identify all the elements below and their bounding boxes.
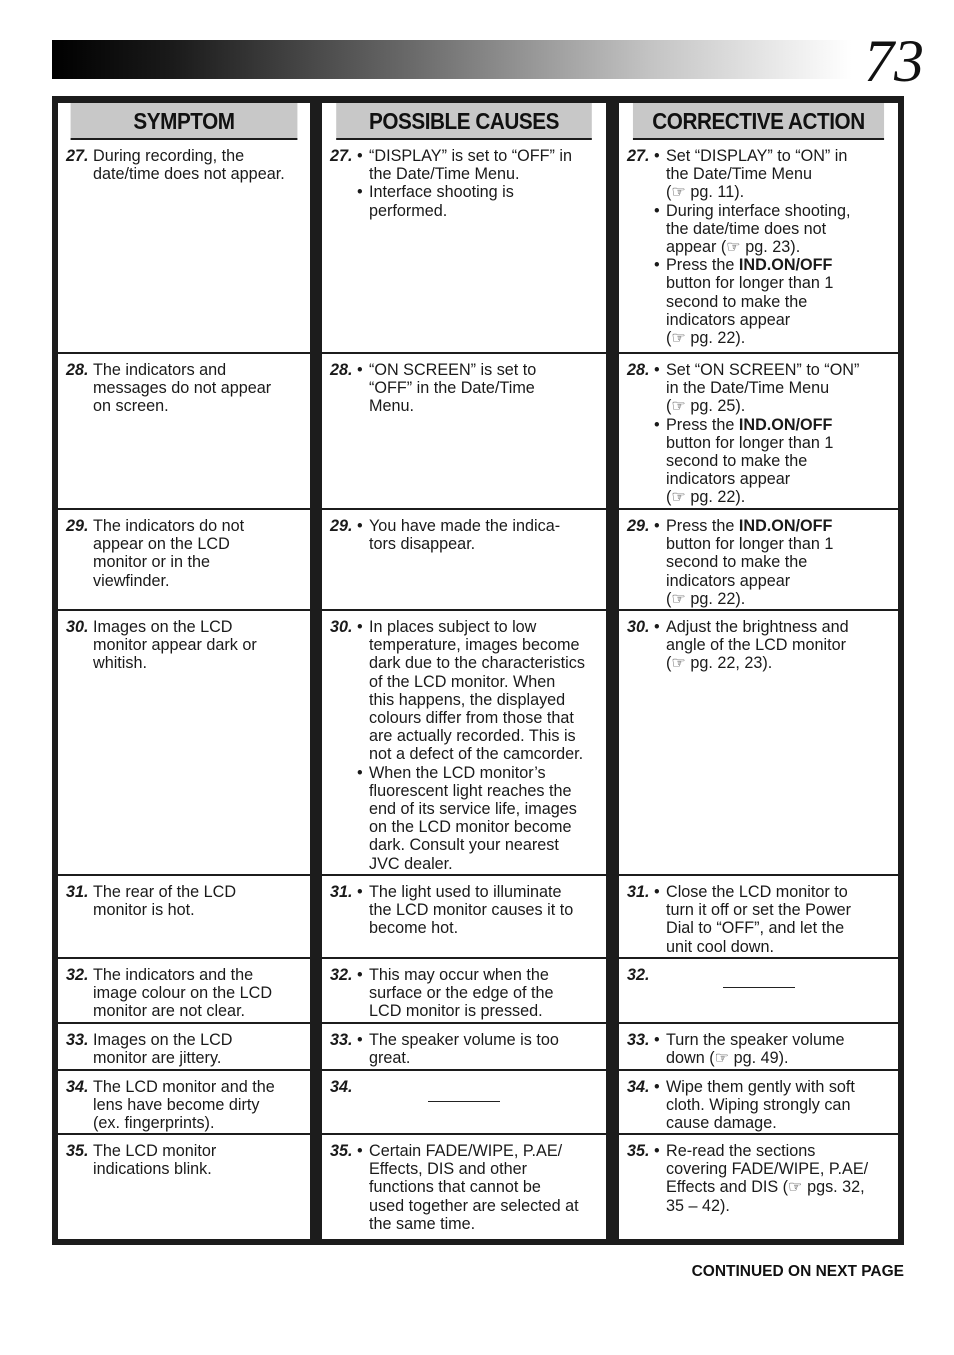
action-item <box>654 1142 892 1215</box>
row-number: 29. <box>627 517 650 535</box>
text-line: • Press the IND.ON/OFF <box>666 517 833 535</box>
symptom-cell <box>58 140 310 354</box>
cause-list <box>357 1031 600 1067</box>
action-cell <box>619 611 898 876</box>
text-line: appear on the LCD <box>93 535 230 554</box>
cause-item <box>357 517 600 553</box>
row-number: 29. <box>330 517 353 535</box>
action-list <box>654 618 892 673</box>
continued-note: CONTINUED ON NEXT PAGE <box>691 1263 904 1280</box>
text-line: whitish. <box>93 654 147 673</box>
text-line: the date/time does not <box>666 219 827 238</box>
text-line: The indicators do not <box>93 517 245 535</box>
row-number: 29. <box>66 517 89 535</box>
action-header: CORRECTIVE ACTION <box>633 103 884 140</box>
action-item <box>654 883 892 956</box>
action-cell <box>619 354 898 510</box>
cause-item <box>357 183 600 219</box>
text-line: end of its service life, images <box>369 800 577 819</box>
symptom-column <box>58 103 310 1239</box>
text-line: fluorescent light reaches the <box>369 781 572 800</box>
action-list <box>654 1078 892 1133</box>
text-line: lens have become dirty <box>93 1096 260 1115</box>
text-line: the Date/Time Menu <box>666 165 813 184</box>
cause-item <box>357 1142 600 1233</box>
text-line: date/time does not appear. <box>93 165 285 184</box>
text-line: indicators appear <box>666 571 791 590</box>
text-line: not a defect of the camcorder. <box>369 745 584 764</box>
row-number: 30. <box>66 618 89 636</box>
text-line: • This may occur when the <box>369 966 549 984</box>
text-line: The LCD monitor <box>93 1142 217 1160</box>
action-item <box>654 618 892 673</box>
row-number: 33. <box>627 1031 650 1049</box>
text-line: (☞ pg. 22, 23). <box>666 654 773 673</box>
text-line: functions that cannot be <box>369 1178 541 1197</box>
symptom-text <box>93 1078 304 1133</box>
text-line: Images on the LCD <box>93 1031 233 1049</box>
text-line: (☞ pg. 11). <box>666 183 745 202</box>
text-line: • “ON SCREEN” is set to <box>369 361 537 379</box>
cause-list <box>357 966 600 1021</box>
text-line: second to make the <box>666 553 808 572</box>
row-number: 33. <box>66 1031 89 1049</box>
symptom-text <box>93 966 304 1021</box>
text-line: dark. Consult your nearest <box>369 836 559 855</box>
cause-list <box>357 361 600 416</box>
symptom-text <box>93 883 304 919</box>
text-line: colours differ from those that <box>369 709 574 728</box>
text-line: (☞ pg. 22). <box>666 488 746 507</box>
text-line: The LCD monitor and the <box>93 1078 275 1096</box>
text-line: • You have made the indica- <box>369 517 561 535</box>
text-line: • Press the IND.ON/OFF <box>666 415 833 434</box>
cause-cell <box>322 611 606 876</box>
text-line: “OFF” in the Date/Time <box>369 379 535 398</box>
cause-item <box>357 1031 600 1067</box>
text-line: in the Date/Time Menu <box>666 379 830 398</box>
text-line: • Close the LCD monitor to <box>666 883 848 901</box>
symptom-cell <box>58 876 310 959</box>
text-line: turn it off or set the Power <box>666 901 852 920</box>
cause-list <box>357 618 600 873</box>
symptom-text <box>93 361 304 416</box>
text-line: 35 – 42). <box>666 1196 730 1215</box>
text-line: tors disappear. <box>369 535 476 554</box>
text-line: Effects, DIS and other <box>369 1160 528 1179</box>
text-line: indications blink. <box>93 1160 212 1179</box>
text-line: • Press the IND.ON/OFF <box>666 256 833 275</box>
action-item <box>654 517 892 608</box>
text-line: the same time. <box>369 1214 476 1233</box>
row-number: 34. <box>330 1078 353 1096</box>
row-number: 35. <box>627 1142 650 1160</box>
text-line: • The light used to illuminate <box>369 883 562 901</box>
text-line: the LCD monitor causes it to <box>369 901 574 920</box>
text-line: temperature, images become <box>369 636 580 655</box>
text-line: become hot. <box>369 919 459 938</box>
symptom-text <box>93 1142 304 1178</box>
text-line: second to make the <box>666 292 808 311</box>
symptom-text <box>93 618 304 673</box>
page-number: 73 <box>864 28 924 94</box>
troubleshooting-table <box>52 96 904 1245</box>
action-cell <box>619 140 898 354</box>
text-line: messages do not appear <box>93 379 272 398</box>
action-item <box>654 202 892 257</box>
text-line: • Re-read the sections <box>666 1142 816 1160</box>
row-number: 30. <box>330 618 353 636</box>
text-line: surface or the edge of the <box>369 984 554 1003</box>
text-line: JVC dealer. <box>369 854 453 873</box>
empty-dash <box>723 987 795 988</box>
symptom-cell <box>58 1071 310 1135</box>
row-number: 32. <box>66 966 89 984</box>
text-line: Images on the LCD <box>93 618 233 636</box>
text-line: • In places subject to low <box>369 618 537 636</box>
text-line: • The speaker volume is too <box>369 1031 559 1049</box>
text-line: great. <box>369 1049 411 1068</box>
row-number: 28. <box>627 361 650 379</box>
cause-cell <box>322 1135 606 1242</box>
row-number: 35. <box>330 1142 353 1160</box>
cause-item <box>357 966 600 1021</box>
cause-list <box>357 1142 600 1233</box>
cause-item <box>357 883 600 938</box>
text-line: appear (☞ pg. 23). <box>666 238 801 257</box>
symptom-cell <box>58 510 310 611</box>
text-line: on the LCD monitor become <box>369 818 572 837</box>
text-line: (ex. fingerprints). <box>93 1114 215 1133</box>
text-line: monitor is hot. <box>93 901 195 920</box>
cause-cell <box>322 510 606 611</box>
cause-list <box>357 883 600 938</box>
row-number: 27. <box>66 147 89 165</box>
text-line: unit cool down. <box>666 937 774 956</box>
text-line: • Wipe them gently with soft <box>666 1078 855 1096</box>
text-line: down (☞ pg. 49). <box>666 1049 789 1068</box>
symptom-text <box>93 147 304 183</box>
text-line: indicators appear <box>666 310 791 329</box>
symptom-cell <box>58 959 310 1024</box>
row-number: 28. <box>66 361 89 379</box>
row-number: 34. <box>66 1078 89 1096</box>
action-item <box>654 361 892 416</box>
row-number: 28. <box>330 361 353 379</box>
text-line: (☞ pg. 22). <box>666 589 746 608</box>
row-number: 31. <box>66 883 89 901</box>
text-line: • Set “DISPLAY” to “ON” in <box>666 147 848 165</box>
cause-cell <box>322 1071 606 1135</box>
text-line: Dial to “OFF”, and let the <box>666 919 845 938</box>
symptom-cell <box>58 1135 310 1242</box>
text-line: (☞ pg. 25). <box>666 397 746 416</box>
text-line: • Interface shooting is <box>369 183 514 202</box>
text-line: cloth. Wiping strongly can <box>666 1096 851 1115</box>
text-line: covering FADE/WIPE, P.AE/ <box>666 1160 869 1179</box>
action-cell <box>619 1024 898 1071</box>
text-line: monitor appear dark or <box>93 636 257 655</box>
cause-item <box>357 361 600 416</box>
text-line: button for longer than 1 <box>666 535 834 554</box>
action-cell <box>619 876 898 959</box>
text-line: • During interface shooting, <box>666 201 851 220</box>
cause-cell <box>322 140 606 354</box>
action-column <box>619 103 898 1239</box>
text-line: viewfinder. <box>93 571 170 590</box>
action-list <box>654 883 892 956</box>
text-line: During recording, the <box>93 147 245 165</box>
text-line: • Set “ON SCREEN” to “ON” <box>666 361 860 379</box>
causes-column <box>322 103 606 1239</box>
text-line: The indicators and <box>93 361 227 379</box>
text-line: the Date/Time Menu. <box>369 165 520 184</box>
symptom-header: SYMPTOM <box>71 103 298 140</box>
text-line: performed. <box>369 201 448 220</box>
cause-list <box>357 517 600 553</box>
action-list <box>654 147 892 347</box>
symptom-cell <box>58 1024 310 1071</box>
cause-cell <box>322 1024 606 1071</box>
action-item <box>654 256 892 347</box>
cause-item <box>357 618 600 764</box>
action-cell <box>619 959 898 1024</box>
action-list <box>654 517 892 608</box>
text-line: • Certain FADE/WIPE, P.AE/ <box>369 1142 563 1160</box>
row-number: 27. <box>627 147 650 165</box>
text-line: monitor are jittery. <box>93 1049 222 1068</box>
text-line: monitor are not clear. <box>93 1002 246 1021</box>
row-number: 31. <box>330 883 353 901</box>
text-line: button for longer than 1 <box>666 274 834 293</box>
symptom-cell <box>58 611 310 876</box>
text-line: • “DISPLAY” is set to “OFF” in <box>369 147 572 165</box>
action-list <box>654 361 892 507</box>
text-line: • Turn the speaker volume <box>666 1031 845 1049</box>
text-line: on screen. <box>93 397 169 416</box>
row-number: 33. <box>330 1031 353 1049</box>
action-item <box>654 1031 892 1067</box>
text-line: second to make the <box>666 452 808 471</box>
text-line: The rear of the LCD <box>93 883 237 901</box>
action-item <box>654 1078 892 1133</box>
symptom-text <box>93 517 304 590</box>
row-number: 31. <box>627 883 650 901</box>
cause-list <box>357 147 600 220</box>
row-number: 30. <box>627 618 650 636</box>
action-list <box>654 1142 892 1215</box>
text-line: dark due to the characteristics <box>369 654 585 673</box>
action-item <box>654 147 892 202</box>
row-number: 32. <box>330 966 353 984</box>
action-cell <box>619 1135 898 1242</box>
cause-cell <box>322 354 606 510</box>
text-line: monitor or in the <box>93 553 210 572</box>
empty-dash <box>428 1101 500 1102</box>
text-line: The indicators and the <box>93 966 254 984</box>
row-number: 35. <box>66 1142 89 1160</box>
action-list <box>654 1031 892 1067</box>
row-number: 32. <box>627 966 650 984</box>
symptom-text <box>93 1031 304 1067</box>
text-line: Menu. <box>369 397 414 416</box>
action-item <box>654 416 892 507</box>
row-number: 27. <box>330 147 353 165</box>
header-gradient-bar <box>52 40 852 79</box>
cause-item <box>357 764 600 873</box>
cause-cell <box>322 959 606 1024</box>
action-cell <box>619 510 898 611</box>
action-cell <box>619 1071 898 1135</box>
text-line: angle of the LCD monitor <box>666 636 846 655</box>
symptom-cell <box>58 354 310 510</box>
cause-cell <box>322 876 606 959</box>
text-line: of the LCD monitor. When <box>369 672 556 691</box>
text-line: this happens, the displayed <box>369 690 566 709</box>
text-line: • Adjust the brightness and <box>666 618 849 636</box>
text-line: are actually recorded. This is <box>369 727 576 746</box>
text-line: cause damage. <box>666 1114 777 1133</box>
cause-item <box>357 147 600 183</box>
row-number: 34. <box>627 1078 650 1096</box>
text-line: button for longer than 1 <box>666 433 834 452</box>
text-line: (☞ pg. 22). <box>666 329 746 348</box>
text-line: • When the LCD monitor’s <box>369 763 546 782</box>
text-line: LCD monitor is pressed. <box>369 1002 543 1021</box>
text-line: indicators appear <box>666 470 791 489</box>
text-line: image colour on the LCD <box>93 984 273 1003</box>
causes-header: POSSIBLE CAUSES <box>336 103 592 140</box>
text-line: Effects and DIS (☞ pgs. 32, <box>666 1178 865 1197</box>
text-line: used together are selected at <box>369 1196 579 1215</box>
